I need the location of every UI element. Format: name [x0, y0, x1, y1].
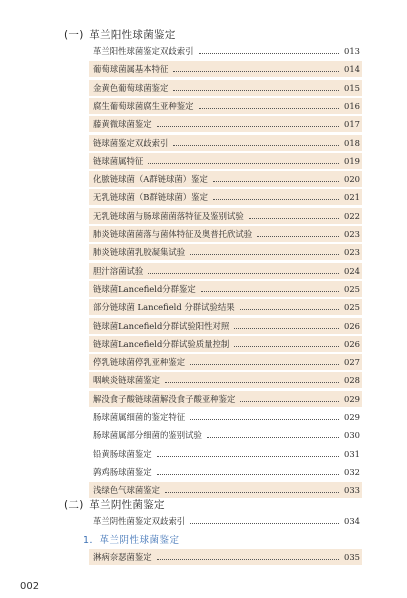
toc-entry-title: 链球菌Lancefield分群试验质量控制 — [93, 338, 230, 349]
toc-entry-title: 腐生葡萄球菌腐生亚种鉴定 — [93, 100, 194, 111]
toc-entry[interactable] — [89, 208, 362, 224]
toc-entry[interactable] — [89, 513, 362, 529]
toc-entry[interactable] — [89, 549, 362, 565]
dot-leader — [190, 522, 339, 524]
toc-entry-page: 029 — [344, 393, 360, 404]
toc-entry-page: 022 — [344, 210, 360, 221]
dot-leader — [234, 345, 339, 347]
toc-entry-title: 藤黄微球菌鉴定 — [93, 119, 152, 130]
toc-entry-page: 025 — [344, 302, 360, 313]
toc-entry[interactable] — [89, 135, 362, 151]
toc-entry[interactable] — [89, 189, 362, 205]
toc-entry[interactable] — [89, 61, 362, 77]
toc-entry-page: 024 — [344, 265, 360, 276]
toc-entry-page: 023 — [344, 229, 360, 239]
page-number: 002 — [20, 581, 40, 592]
toc-entry-title: 肺炎链球菌乳胶凝集试验 — [93, 247, 186, 258]
toc-entry[interactable] — [89, 281, 362, 297]
section-heading-1 — [64, 27, 176, 42]
dot-leader — [165, 491, 339, 493]
dot-leader — [157, 455, 339, 457]
dot-leader — [157, 473, 339, 475]
toc-entry[interactable] — [89, 427, 362, 443]
toc-entry-title: 革兰阳性球菌鉴定双歧索引 — [93, 46, 194, 56]
section-number: (二) — [64, 499, 84, 511]
dot-leader — [190, 253, 339, 255]
toc-entry-title: 链球菌Lancefield分群试验阳性对照 — [93, 320, 230, 331]
toc-entry[interactable] — [89, 409, 362, 425]
toc-entry[interactable] — [89, 482, 362, 498]
dot-leader — [240, 308, 339, 310]
toc-entry-page: 023 — [344, 247, 360, 258]
toc-entry-title: 停乳链球菌停乳亚种鉴定 — [93, 357, 186, 368]
dot-leader — [165, 381, 339, 383]
toc-entry[interactable] — [89, 80, 362, 96]
toc-entry-page: 017 — [344, 119, 360, 130]
dot-leader — [190, 363, 339, 365]
toc-entry-title: 铅黄肠球菌鉴定 — [93, 448, 152, 459]
toc-entry-title: 链球菌属特征 — [93, 155, 144, 166]
dot-leader — [173, 144, 339, 146]
toc-entry[interactable] — [89, 116, 362, 132]
dot-leader — [148, 272, 339, 274]
toc-entry-page: 035 — [344, 552, 360, 562]
toc-entry[interactable] — [89, 354, 362, 370]
toc-entry-title: 金黄色葡萄球菌鉴定 — [93, 82, 169, 93]
toc-entry-title: 解没食子酸链球菌解没食子酸亚种鉴定 — [93, 393, 236, 404]
toc-entry-title: 肠球菌属部分细菌的鉴别试验 — [93, 430, 202, 441]
toc-entry-title: 部分链球菌 Lancefield 分群试验结果 — [93, 302, 235, 313]
dot-leader — [157, 125, 339, 127]
section-number: (一) — [64, 29, 84, 41]
toc-entry-page: 027 — [344, 357, 360, 368]
toc-entry[interactable] — [89, 446, 362, 462]
toc-entry-title: 鹑鸡肠球菌鉴定 — [93, 466, 152, 477]
dot-leader — [249, 217, 339, 219]
dot-leader — [190, 418, 339, 420]
toc-entry-page: 019 — [344, 155, 360, 166]
dot-leader — [207, 436, 339, 438]
toc-entry-page: 016 — [344, 100, 360, 111]
toc-entry[interactable] — [89, 391, 362, 407]
toc-entry-title: 淋病奈瑟菌鉴定 — [93, 552, 152, 562]
toc-entry-page: 020 — [344, 174, 360, 185]
dot-leader — [199, 107, 340, 109]
dot-leader — [201, 290, 339, 292]
toc-entry-title: 咽峡炎链球菌鉴定 — [93, 375, 160, 386]
toc-entry-title: 葡萄球菌属基本特征 — [93, 64, 169, 75]
toc-entry-page: 033 — [344, 485, 360, 496]
toc-entry-page: 031 — [344, 448, 360, 459]
dot-leader — [148, 162, 339, 164]
toc-entry-page: 015 — [344, 82, 360, 93]
toc-entry[interactable] — [89, 98, 362, 114]
toc-entry-page: 032 — [344, 466, 360, 477]
section-heading-2 — [64, 497, 165, 512]
toc-entry[interactable] — [89, 464, 362, 480]
toc-entry-title: 无乳链球菌（B群链球菌）鉴定 — [93, 192, 209, 203]
dot-leader — [157, 558, 339, 560]
toc-entry[interactable] — [89, 171, 362, 187]
toc-entry-title: 革兰阴性菌鉴定双歧索引 — [93, 516, 186, 526]
dot-leader — [240, 400, 339, 402]
toc-entry-page: 030 — [344, 430, 360, 441]
toc-entry[interactable] — [89, 372, 362, 388]
toc-entry-title: 链球菌Lancefield分群鉴定 — [93, 283, 196, 294]
toc-entry[interactable] — [89, 153, 362, 169]
toc-entry-title: 胆汁溶菌试验 — [93, 265, 144, 276]
toc-entry-page: 025 — [344, 283, 360, 294]
toc-entry[interactable] — [89, 43, 362, 59]
dot-leader — [173, 70, 339, 72]
toc-entry[interactable] — [89, 299, 362, 315]
toc-entry[interactable] — [89, 263, 362, 279]
toc-entry-page: 021 — [344, 192, 360, 203]
toc-entry[interactable] — [89, 336, 362, 352]
dot-leader — [213, 180, 339, 182]
dot-leader — [213, 198, 339, 200]
dot-leader — [199, 52, 340, 54]
dot-leader — [234, 327, 339, 329]
toc-entry-title: 肺炎链球菌菌落与菌体特征及奥普托欣试验 — [93, 229, 253, 239]
toc-entry-page: 026 — [344, 320, 360, 331]
toc-entry-title: 链球菌鉴定双歧索引 — [93, 137, 169, 148]
toc-entry-title: 化脓链球菌（A群链球菌）鉴定 — [93, 174, 208, 185]
toc-entry[interactable] — [89, 226, 362, 242]
subsection-heading: 1．革兰阴性球菌鉴定 — [83, 535, 180, 546]
section-title: 革兰阴性菌鉴定 — [89, 499, 165, 511]
toc-entry-page: 028 — [344, 375, 360, 386]
toc-entry[interactable] — [89, 244, 362, 260]
section-title: 革兰阳性球菌鉴定 — [89, 29, 176, 41]
toc-entry-page: 026 — [344, 338, 360, 349]
toc-entry-title: 浅绿色气球菌鉴定 — [93, 485, 160, 496]
toc-entry[interactable] — [89, 318, 362, 334]
toc-entry-page: 014 — [344, 64, 360, 75]
toc-entry-page: 013 — [344, 46, 360, 56]
toc-entry-page: 034 — [344, 516, 360, 526]
dot-leader — [257, 235, 339, 237]
toc-entry-title: 无乳链球菌与肠球菌菌落特征及鉴别试验 — [93, 210, 244, 221]
toc-entry-title: 肠球菌属细菌的鉴定特征 — [93, 412, 186, 422]
dot-leader — [173, 89, 339, 91]
toc-entry-page: 018 — [344, 137, 360, 148]
toc-entry-page: 029 — [344, 412, 360, 422]
